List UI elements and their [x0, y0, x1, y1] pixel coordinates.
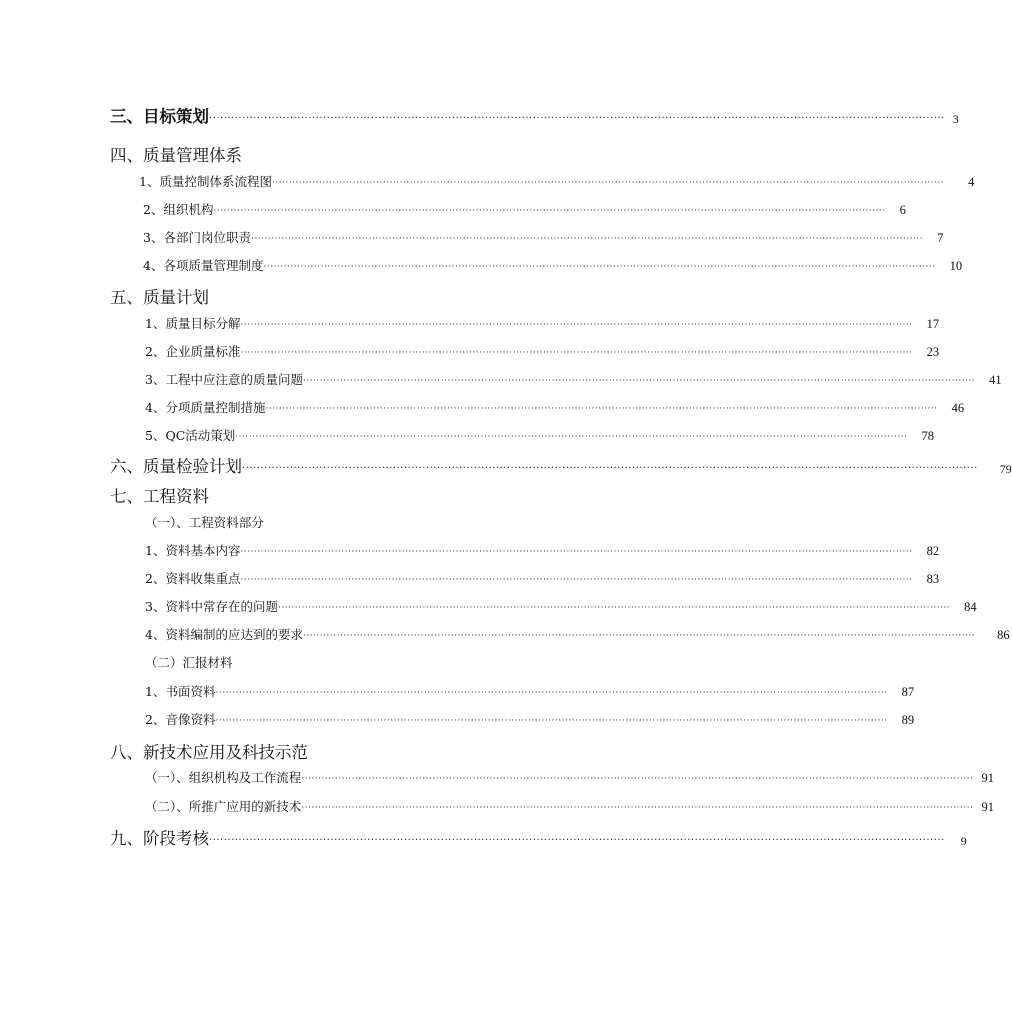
toc-leader-dots: ········································································································································································································	[242, 463, 978, 474]
toc-entry-title: （一）、工程资料部分	[145, 515, 264, 530]
toc-entry-number: 4、	[145, 627, 166, 642]
toc-entry-title: 七、工程资料	[110, 487, 209, 506]
toc-entry-page: 82	[926, 544, 940, 558]
toc-entry-title: 书面资料	[165, 684, 216, 699]
toc-entry-number: 2、	[145, 571, 166, 586]
toc-entry-number: 2、	[143, 202, 164, 217]
toc-leader-dots: ········································································································································································································	[215, 716, 888, 726]
toc-entry	[110, 825, 967, 849]
toc-entry	[145, 513, 445, 531]
toc-entry-page: 3	[952, 112, 959, 126]
toc-entry-title: （二）汇报材料	[145, 655, 233, 670]
toc-leader-dots: ········································································································································································································	[302, 376, 976, 386]
toc-entry-page: 84	[964, 600, 977, 614]
toc-entry-title: 三、目标策划	[110, 107, 209, 126]
toc-entry-number: 4、	[143, 258, 164, 273]
toc-entry	[145, 797, 994, 815]
toc-entry	[143, 228, 944, 246]
toc-entry-title: 资料基本内容	[165, 543, 241, 558]
toc-leader-dots: ········································································································································································································	[263, 262, 936, 272]
toc-entry-title: 质量控制体系流程图	[159, 174, 272, 189]
toc-entry-page: 4	[968, 175, 975, 189]
toc-leader-dots: ········································································································································································································	[209, 835, 945, 846]
toc-entry-page: 9	[960, 834, 967, 848]
toc-entry-title: （二）、所推广应用的新技术	[145, 799, 302, 814]
toc-leader-dots: ········································································································································································································	[277, 603, 951, 613]
toc-entry	[145, 569, 940, 587]
toc-entry-page: 10	[949, 259, 963, 273]
toc-entry-number: 1、	[145, 316, 166, 331]
toc-entry-title: 组织机构	[163, 202, 214, 217]
toc-entry-page: 46	[951, 401, 965, 415]
toc-entry-title: 工程中应注意的质量问题	[165, 372, 303, 387]
toc-entry-number: 2、	[145, 344, 166, 359]
toc-leader-dots: ········································································································································································································	[302, 631, 976, 641]
toc-entry-number: 1、	[139, 174, 160, 189]
toc-leader-dots: ········································································································································································································	[301, 774, 974, 784]
toc-entry	[145, 653, 445, 671]
toc-leader-dots: ········································································································································································································	[240, 320, 913, 330]
toc-entry	[145, 597, 977, 615]
toc-entry	[145, 682, 915, 700]
toc-entry-page: 86	[997, 628, 1010, 642]
toc-entry-page: 78	[921, 429, 934, 443]
toc-entry	[145, 768, 994, 786]
toc-entry-title: 五、质量计划	[110, 288, 209, 307]
toc-entry	[110, 142, 410, 166]
toc-entry	[145, 314, 940, 332]
toc-entry	[145, 342, 940, 360]
toc-entry	[110, 453, 1012, 477]
toc-entry-title: 企业质量标准	[165, 344, 241, 359]
toc-entry-page: 17	[926, 317, 940, 331]
toc-entry-page: 6	[899, 203, 906, 217]
toc-entry-page: 91	[981, 771, 994, 785]
toc-entry	[110, 739, 460, 763]
toc-entry-title: QC活动策划	[165, 428, 236, 443]
toc-entry-number: 3、	[145, 372, 166, 387]
toc-entry-title: 资料中常存在的问题	[165, 599, 278, 614]
toc-leader-dots: ········································································································································································································	[240, 575, 913, 585]
toc-entry-title: 四、质量管理体系	[110, 146, 242, 165]
toc-leader-dots: ········································································································································································································	[213, 206, 886, 216]
toc-entry-page: 91	[981, 800, 994, 814]
toc-entry	[145, 398, 965, 416]
toc-entry	[145, 426, 934, 444]
toc-entry-number: 2、	[145, 712, 166, 727]
toc-leader-dots: ········································································································································································································	[209, 113, 945, 124]
toc-entry-number: 3、	[145, 599, 166, 614]
toc-entry-title: 六、质量检验计划	[110, 457, 242, 476]
toc-entry-title: 九、阶段考核	[110, 829, 209, 848]
toc-entry-title: 质量目标分解	[165, 316, 241, 331]
toc-entry-title: 各部门岗位职责	[163, 230, 251, 245]
toc-entry	[143, 200, 906, 218]
toc-entry-title: 音像资料	[165, 712, 216, 727]
toc-entry	[145, 370, 1002, 388]
toc-entry-title: 各项质量管理制度	[163, 258, 264, 273]
toc-entry	[110, 483, 410, 507]
toc-entry-title: （一）、组织机构及工作流程	[145, 770, 302, 785]
toc-entry	[143, 256, 963, 274]
toc-entry-title: 八、新技术应用及科技示范	[110, 743, 308, 762]
toc-entry-page: 87	[901, 685, 915, 699]
toc-entry-number: 1、	[145, 543, 166, 558]
toc-entry-number: 3、	[143, 230, 164, 245]
toc-entry-title: 资料收集重点	[165, 571, 241, 586]
toc-leader-dots: ········································································································································································································	[301, 803, 974, 813]
toc-entry-page: 79	[999, 462, 1012, 476]
toc-entry-number: 1、	[145, 684, 166, 699]
toc-entry-number: 4、	[145, 400, 166, 415]
toc-leader-dots: ········································································································································································································	[235, 432, 908, 442]
toc-entry-page: 7	[937, 231, 944, 245]
toc-entry	[110, 103, 959, 127]
toc-leader-dots: ········································································································································································································	[250, 234, 924, 244]
toc-leader-dots: ········································································································································································································	[240, 547, 913, 557]
toc-entry-title: 分项质量控制措施	[165, 400, 266, 415]
toc-entry	[145, 625, 1010, 643]
toc-leader-dots: ········································································································································································································	[271, 178, 945, 188]
toc-leader-dots: ········································································································································································································	[265, 404, 938, 414]
toc-entry	[110, 284, 410, 308]
toc-leader-dots: ········································································································································································································	[215, 688, 888, 698]
toc-entry-title: 资料编制的应达到的要求	[165, 627, 303, 642]
toc-entry	[145, 541, 940, 559]
toc-entry-page: 41	[989, 373, 1002, 387]
toc-leader-dots: ········································································································································································································	[240, 348, 913, 358]
toc-entry-number: 5、	[145, 428, 166, 443]
toc-entry-page: 89	[901, 713, 915, 727]
toc-entry-page: 23	[926, 345, 940, 359]
toc-entry-page: 83	[926, 572, 940, 586]
toc-entry	[145, 710, 915, 728]
toc-entry	[139, 172, 975, 190]
